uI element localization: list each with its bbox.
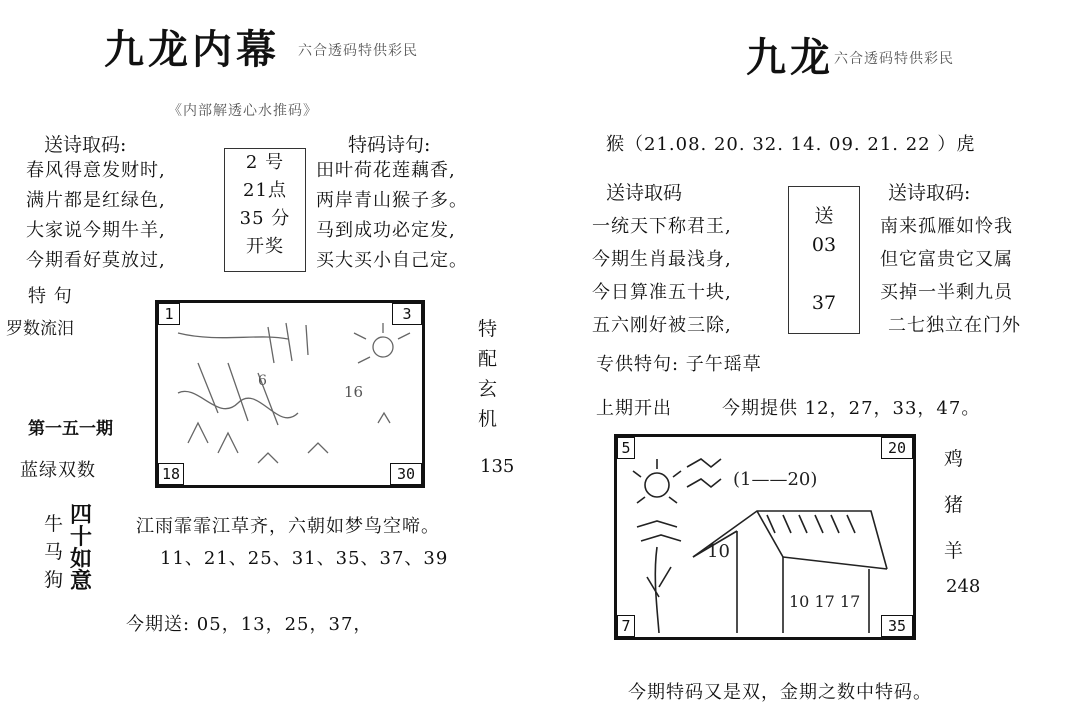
send-box bbox=[788, 186, 860, 334]
special-poem-block bbox=[316, 156, 468, 276]
box-line: 35 分 bbox=[239, 208, 291, 229]
zodiac-char: 狗 bbox=[44, 569, 64, 591]
right-poem-heading-right: 送诗取码: bbox=[888, 182, 971, 204]
classic-poem: 江雨霏霏江草齐，六朝如梦鸟空啼。 bbox=[136, 516, 440, 537]
vertical-char: 配 bbox=[478, 348, 498, 370]
corner-number-tr: 20 bbox=[881, 437, 913, 459]
special-poem-line: 马到成功必定发, bbox=[316, 220, 456, 241]
poem-line: 大家说今期牛羊, bbox=[26, 220, 166, 241]
idiom-char: 十 bbox=[70, 524, 93, 550]
corner-number-tl: 5 bbox=[617, 437, 635, 459]
right-page-title: 九龙 bbox=[746, 34, 834, 81]
special-phrase-label: 特 句 bbox=[28, 286, 73, 307]
poem-line: 二七独立在门外 bbox=[888, 315, 1021, 336]
issue-label: 第一五一期 bbox=[28, 419, 113, 439]
idiom-vertical bbox=[70, 504, 92, 592]
luoshu-label: 罗数流汨 bbox=[6, 319, 74, 339]
vertical-char: 机 bbox=[478, 408, 498, 430]
poem-line: 今期看好莫放过, bbox=[26, 250, 166, 271]
vertical-char: 玄 bbox=[478, 378, 498, 400]
vertical-caption-number: 135 bbox=[480, 456, 515, 477]
idiom-char: 四 bbox=[70, 502, 93, 528]
poem-line: 春风得意发财时, bbox=[26, 160, 166, 181]
footer-note: 今期特码又是双，金期之数中特码。 bbox=[628, 682, 932, 703]
right-poem-block-left bbox=[592, 210, 732, 342]
right-vertical-caption bbox=[478, 314, 497, 434]
corner-number-br: 35 bbox=[881, 615, 913, 637]
left-poem-heading: 送诗取码: bbox=[44, 134, 127, 156]
corner-number-br: 30 bbox=[390, 463, 422, 485]
right-poem-block-right bbox=[880, 210, 1021, 342]
idiom-char: 意 bbox=[70, 568, 93, 594]
poem-line: 买掉一半剩九员 bbox=[880, 282, 1013, 303]
this-period-numbers: 今期提供 12，27，33，47。 bbox=[722, 398, 981, 419]
idiom-char: 如 bbox=[70, 546, 93, 572]
today-send: 今期送: 05，13，25，37， bbox=[126, 614, 373, 635]
vertical-char: 特 bbox=[478, 318, 498, 340]
sketch-range-text: (1——20) bbox=[733, 469, 818, 490]
special-phrase: 专供特句: 子午瑶草 bbox=[596, 354, 762, 375]
send-box-number: 37 bbox=[811, 292, 837, 314]
poem-line: 今日算准五十块, bbox=[592, 282, 732, 303]
poem-line: 今期生肖最浅身, bbox=[592, 249, 732, 270]
monkey-tiger-numbers: 猴（21.08. 20. 32. 14. 09. 21. 22 ）虎 bbox=[606, 134, 976, 155]
send-box-number: 03 bbox=[811, 234, 837, 256]
color-label: 蓝绿双数 bbox=[20, 460, 96, 481]
zodiac-vertical bbox=[44, 510, 63, 594]
special-poem-line: 田叶荷花莲藕香, bbox=[316, 160, 456, 181]
zodiac-number: 248 bbox=[946, 576, 981, 597]
draw-time-box bbox=[224, 148, 306, 272]
left-poem-block bbox=[26, 156, 166, 276]
corner-number-bl: 18 bbox=[158, 463, 184, 485]
last-period-label: 上期开出 bbox=[596, 398, 672, 419]
sketch-number: 16 bbox=[344, 383, 364, 401]
special-poem-line: 买大买小自己定。 bbox=[316, 250, 468, 271]
sketch-number: 6 bbox=[258, 373, 267, 389]
zodiac-char: 鸡 bbox=[944, 448, 964, 470]
left-page-title: 九龙内幕 bbox=[104, 26, 280, 73]
right-sketch-image bbox=[614, 434, 916, 640]
zodiac-char: 猪 bbox=[944, 494, 964, 516]
corner-number-bl: 7 bbox=[617, 615, 635, 637]
box-line: 2 号 bbox=[245, 152, 285, 173]
right-poem-heading-left: 送诗取码 bbox=[606, 182, 683, 204]
zodiac-char: 牛 bbox=[44, 513, 64, 535]
poem-line: 一统天下称君王, bbox=[592, 216, 732, 237]
sketch-door-numbers: 10 17 17 bbox=[789, 592, 861, 611]
right-title-subtitle: 六合透码特供彩民 bbox=[834, 51, 954, 67]
box-line: 21点 bbox=[243, 180, 287, 201]
zodiac-char: 羊 bbox=[944, 540, 964, 562]
house-sketch bbox=[617, 437, 913, 637]
left-title-subtitle: 六合透码特供彩民 bbox=[298, 43, 418, 59]
poem-line: 但它富贵它又属 bbox=[880, 249, 1013, 270]
poem-line: 南来孤雁如怜我 bbox=[880, 216, 1013, 237]
left-sketch-image bbox=[155, 300, 425, 488]
sketch-strokes bbox=[158, 303, 422, 485]
left-inner-subtitle: 《内部解透心水推码》 bbox=[168, 103, 318, 119]
box-line: 开奖 bbox=[246, 236, 284, 257]
zodiac-list bbox=[944, 436, 963, 574]
send-box-label: 送 bbox=[814, 205, 834, 227]
zodiac-char: 马 bbox=[44, 541, 64, 563]
corner-number-tr: 3 bbox=[392, 303, 422, 325]
special-code-heading: 特码诗句: bbox=[348, 134, 431, 156]
poem-line: 满片都是红绿色, bbox=[26, 190, 166, 211]
number-list: 11、21、25、31、35、37、39 bbox=[160, 548, 449, 569]
corner-number-tl: 1 bbox=[158, 303, 180, 325]
special-poem-line: 两岸青山猴子多。 bbox=[316, 190, 468, 211]
poem-line: 五六刚好被三除, bbox=[592, 315, 732, 336]
sketch-number-10: 10 bbox=[707, 541, 730, 562]
